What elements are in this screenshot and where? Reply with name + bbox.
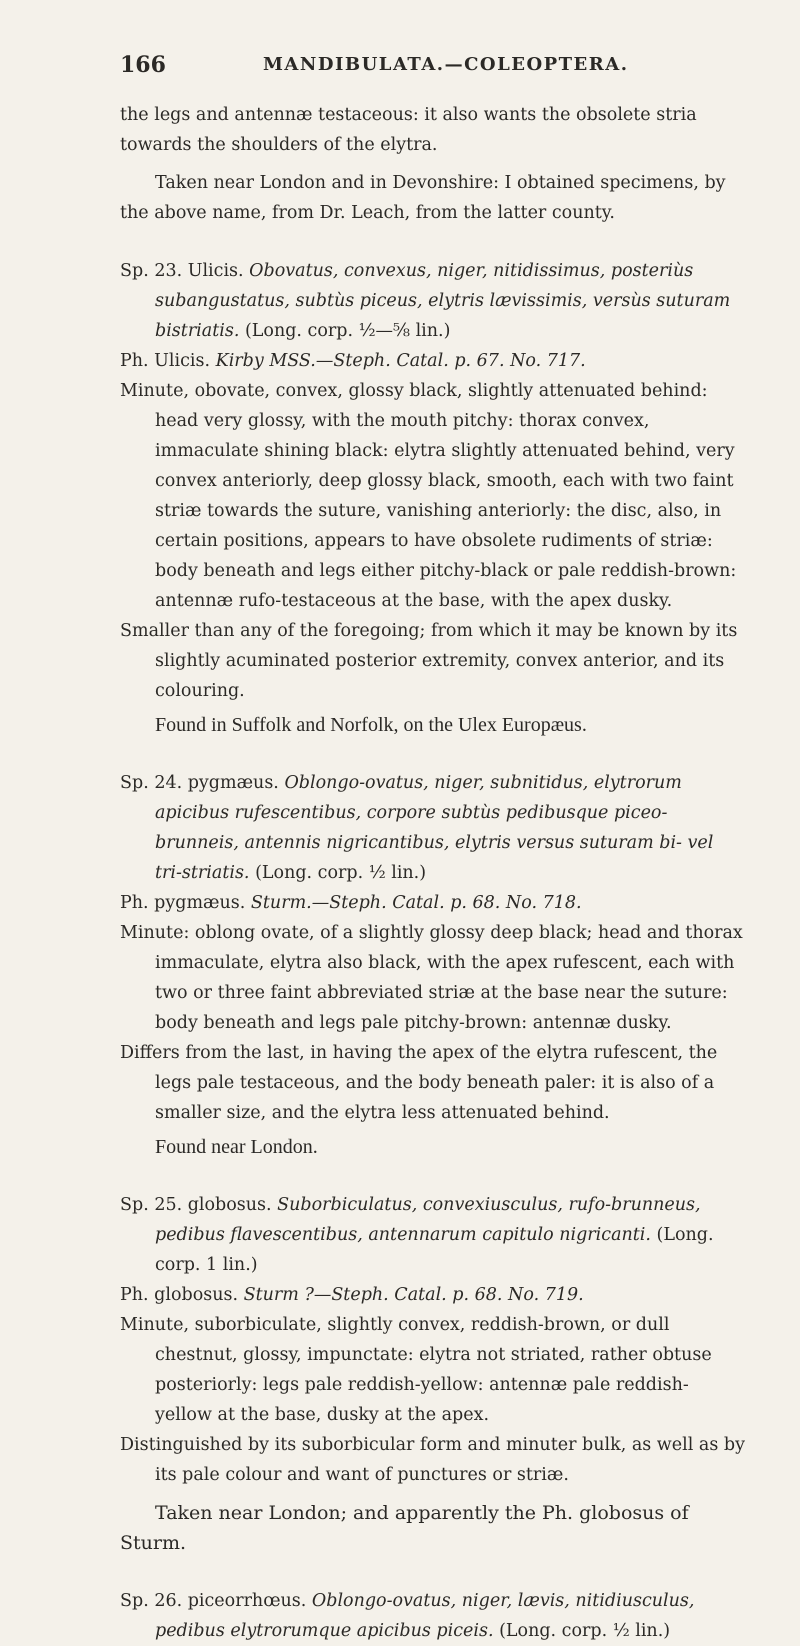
species-24-diagnosis bbox=[120, 768, 745, 888]
species-26-latin: Oblongo-ovatus, niger, lævis, nitidiusculus, pedibus elytrorumque apicibus piceis. bbox=[155, 1591, 695, 1641]
species-24-measure: (Long. corp. ½ lin.) bbox=[255, 863, 427, 883]
species-24-comparison: Differs from the last, in having the apex of the elytra rufescent, the legs pale testaceous, and the body beneath paler: it is also of a smaller size, and the elytra less attenuated behind. bbox=[120, 1043, 718, 1123]
species-25-diagnosis bbox=[120, 1190, 745, 1280]
species-24-description: Minute: oblong ovate, of a slightly glossy deep black; head and thorax immaculate, elytra also black, with the apex rufescent, each with two or three faint abbreviated striæ at the base near the suture: body beneath and legs pale pitchy-brown: antennæ dusky. bbox=[120, 923, 743, 1033]
locality-paragraph: Taken near London and in Devonshire: I obtained specimens, by the above name, from Dr. Leach, from the latter county. bbox=[120, 173, 726, 223]
species-23-label: Sp. 23. Ulicis. bbox=[120, 261, 244, 281]
species-23-ph-label: Ph. Ulicis. bbox=[120, 351, 211, 371]
species-24-latin: Oblongo-ovatus, niger, subnitidus, elytrorum apicibus rufescentibus, corpore subtùs pedibusque piceo-brunneis, antennis nigricantibus, elytris versus suturam bi- vel tri-striatis. bbox=[155, 773, 714, 883]
species-25-ph-label: Ph. globosus. bbox=[120, 1285, 239, 1305]
species-23-diagnosis bbox=[120, 256, 745, 346]
species-25-description: Minute, suborbiculate, slightly convex, reddish-brown, or dull chestnut, glossy, impunctate: elytra not striated, rather obtuse posteriorly: legs pale reddish-yellow: antennæ pale reddish-yellow at the base, dusky at the apex. bbox=[120, 1315, 712, 1425]
species-25-found: Taken near London; and apparently the Ph. globosus of Sturm. bbox=[120, 1502, 689, 1554]
species-24-synonym bbox=[120, 888, 745, 918]
species-25-comparison: Distinguished by its suborbicular form and minuter bulk, as well as by its pale colour and want of punctures or striæ. bbox=[120, 1435, 745, 1485]
page-header bbox=[120, 52, 740, 80]
running-head: MANDIBULATA.—COLEOPTERA. bbox=[263, 54, 629, 75]
species-23-latin: Obovatus, convexus, niger, nitidissimus, posteriùs subangustatus, subtùs piceus, elytris lævissimis, versùs suturam bistriatis. bbox=[155, 261, 731, 341]
species-24-found: Found near London. bbox=[155, 1136, 318, 1158]
species-26-label: Sp. 26. piceorrhœus. bbox=[120, 1591, 307, 1611]
species-23-found: Found in Suffolk and Norfolk, on the Ulex Europæus. bbox=[155, 714, 587, 736]
species-24-label: Sp. 24. pygmæus. bbox=[120, 773, 279, 793]
species-25-label: Sp. 25. globosus. bbox=[120, 1195, 272, 1215]
species-26-diagnosis bbox=[120, 1586, 745, 1646]
page-number: 166 bbox=[120, 52, 166, 78]
species-25-ph-ref: Sturm ?—Steph. Catal. p. 68. No. 719. bbox=[243, 1285, 584, 1305]
species-23-measure: (Long. corp. ½—⅝ lin.) bbox=[244, 321, 451, 341]
species-25-synonym bbox=[120, 1280, 745, 1310]
species-24-ph-label: Ph. pygmæus. bbox=[120, 893, 246, 913]
species-23-comparison: Smaller than any of the foregoing; from which it may be known by its slightly acuminated posterior extremity, convex anterior, and its colouring. bbox=[120, 621, 738, 701]
species-23-synonym bbox=[120, 346, 745, 376]
species-25-measure: (Long. corp. 1 lin.) bbox=[155, 1225, 714, 1275]
species-25-latin: Suborbiculatus, convexiusculus, rufo-brunneus, pedibus flavescentibus, antennarum capitulo nigricanti. bbox=[155, 1195, 701, 1245]
species-24-ph-ref: Sturm.—Steph. Catal. p. 68. No. 718. bbox=[250, 893, 582, 913]
species-23-ph-ref: Kirby MSS.—Steph. Catal. p. 67. No. 717. bbox=[215, 351, 586, 371]
continuation-paragraph: the legs and antennæ testaceous: it also wants the obsolete stria towards the shoulders of the elytra. bbox=[120, 105, 697, 155]
species-26-measure: (Long. corp. ½ lin.) bbox=[499, 1621, 671, 1641]
species-23-description: Minute, obovate, convex, glossy black, slightly attenuated behind: head very glossy, with the mouth pitchy: thorax convex, immaculate shining black: elytra slightly attenuated behind, very convex anteriorly, deep glossy black, smooth, each with two faint striæ towards the suture, vanishing anteriorly: the disc, also, in certain positions, appears to have obsolete rudiments of striæ: body beneath and legs either pitchy-black or pale reddish-brown: antennæ rufo-testaceous at the base, with the apex dusky. bbox=[120, 381, 737, 611]
page-body bbox=[120, 100, 745, 1646]
